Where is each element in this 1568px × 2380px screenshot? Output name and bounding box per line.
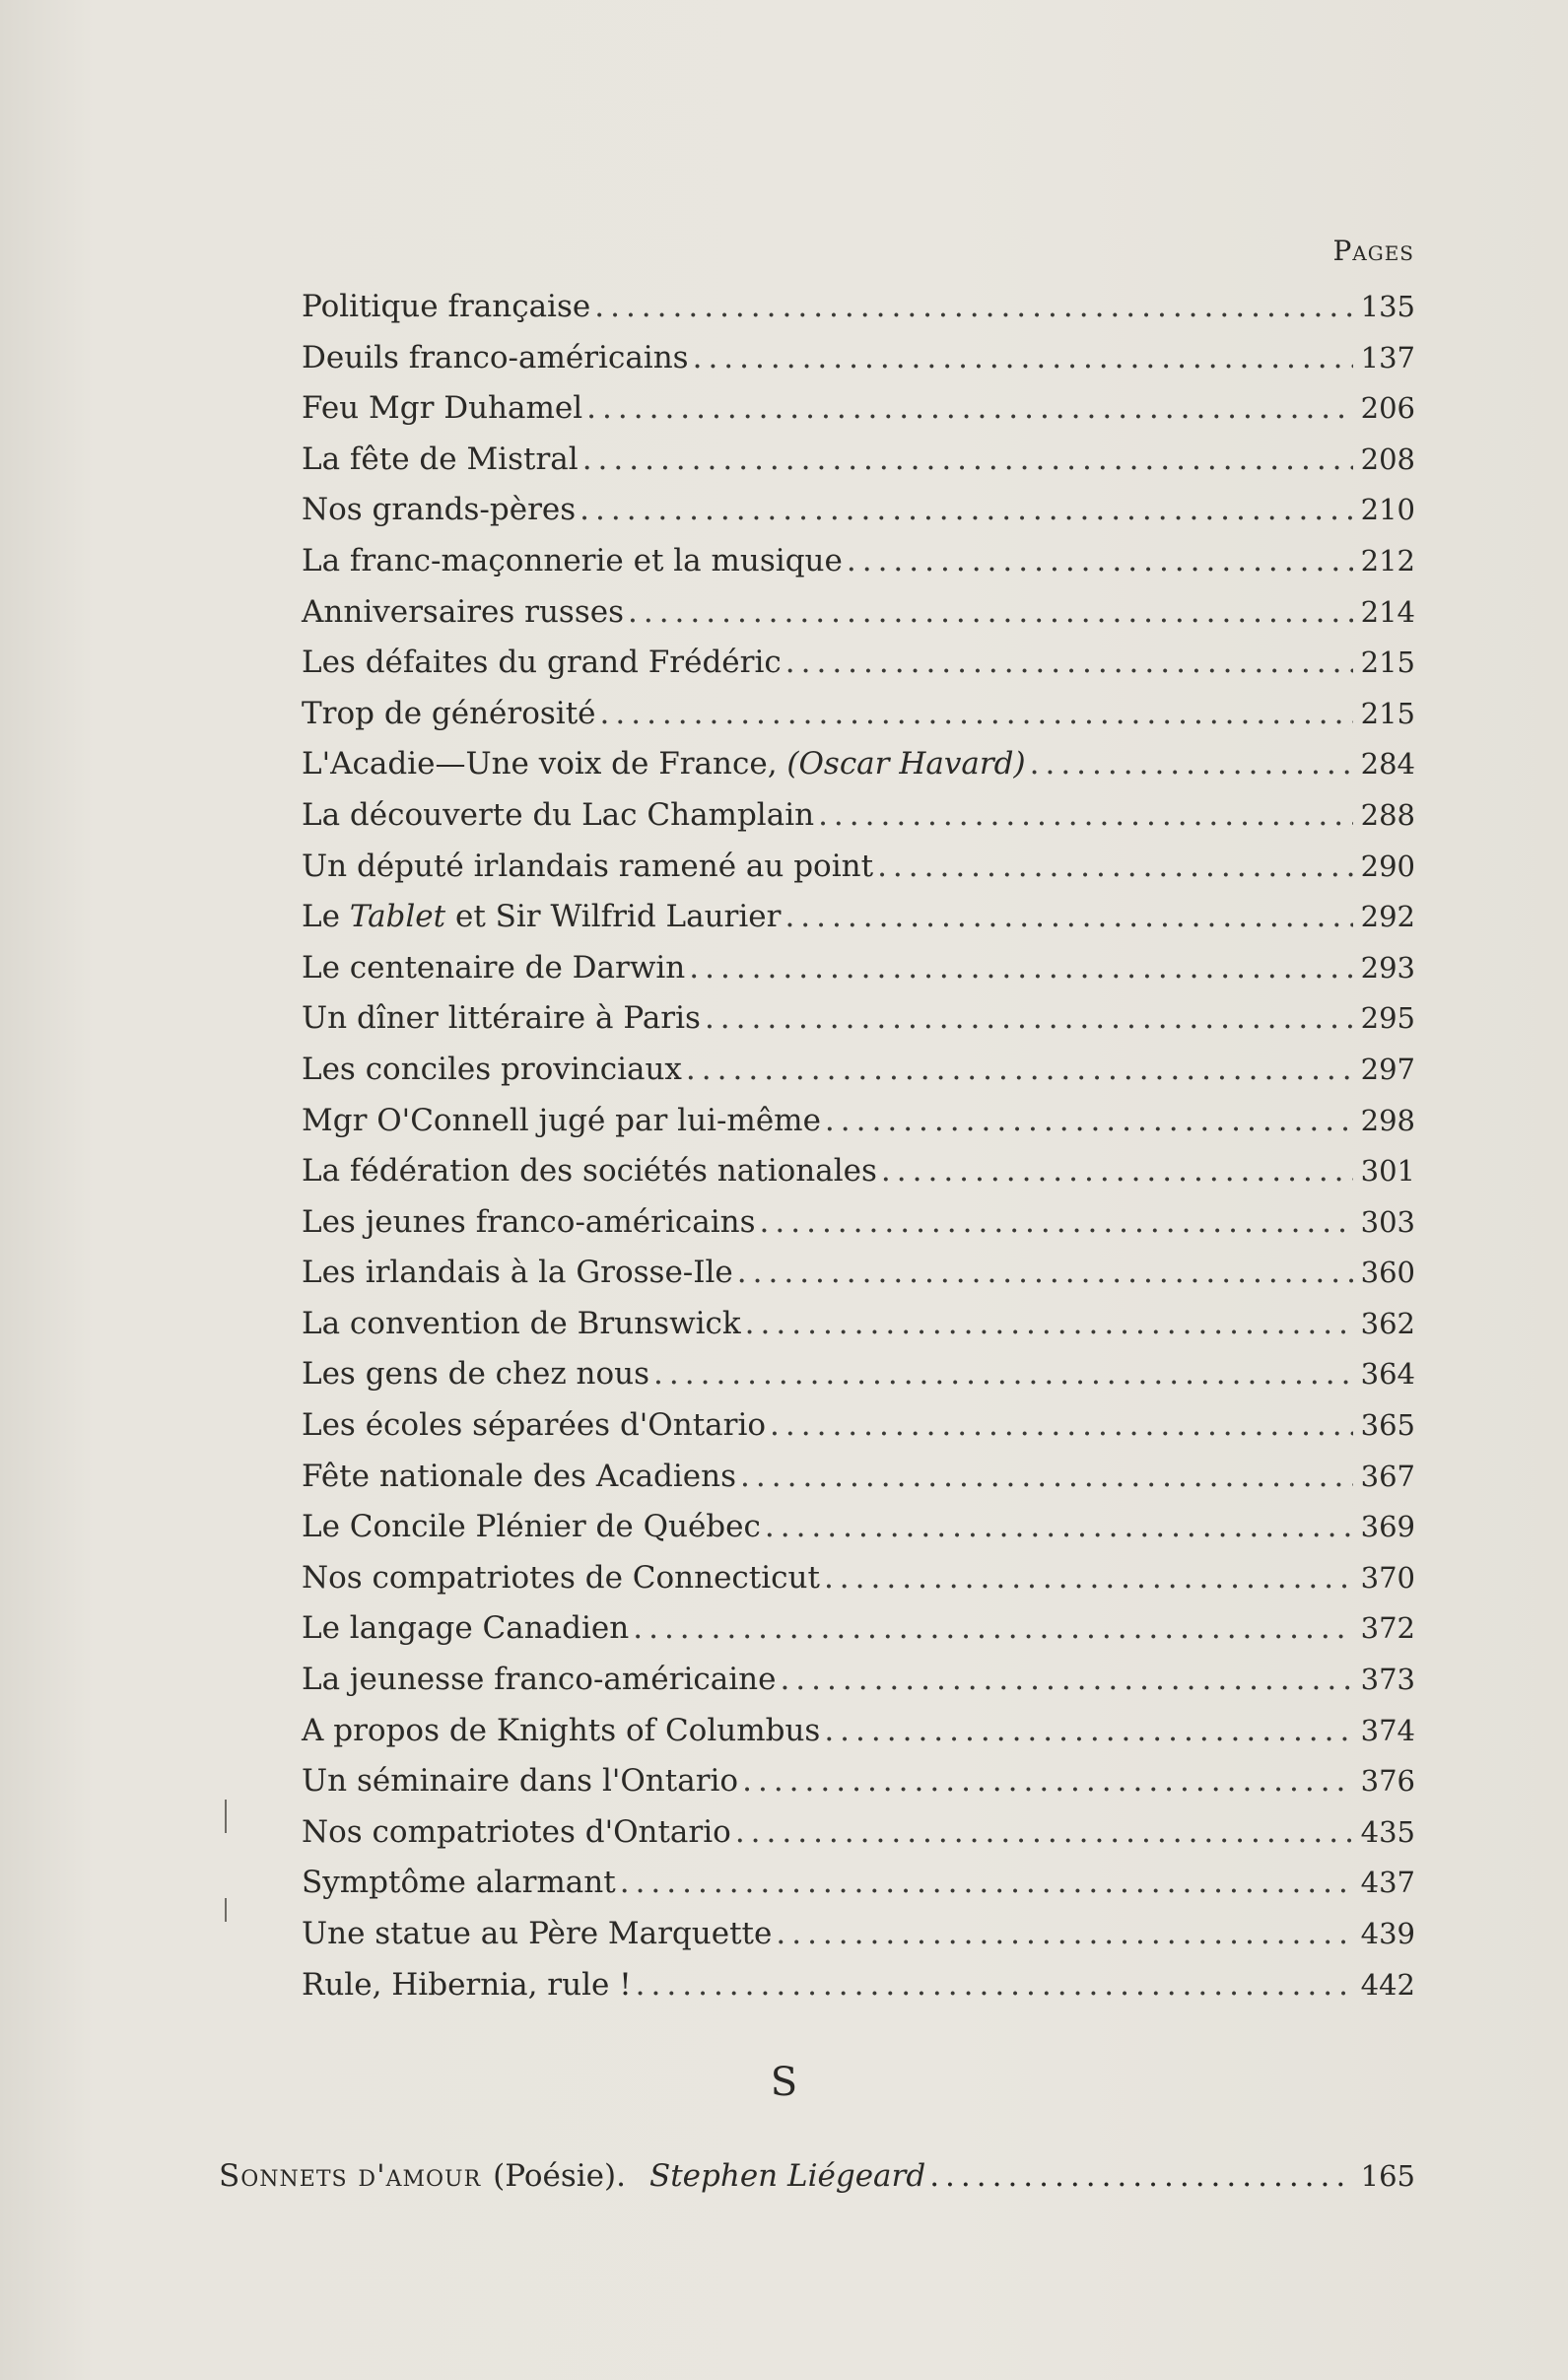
toc-entry-title — [302, 1610, 629, 1646]
toc-entry — [302, 1204, 1415, 1256]
toc-entry-title — [302, 849, 873, 884]
toc-entry-title — [302, 390, 582, 426]
dot-leader — [633, 1610, 1352, 1646]
dot-leader — [693, 340, 1353, 375]
toc-entry-title — [302, 1052, 682, 1087]
toc-entry-title-text: Mgr O'Connell jugé par lui-même — [302, 1102, 821, 1138]
toc-entry-page: 365 — [1360, 1408, 1415, 1443]
toc-entry-title — [302, 1153, 877, 1189]
toc-entry-page: 298 — [1360, 1103, 1415, 1137]
toc-entry — [302, 594, 1415, 646]
toc-entry — [302, 1407, 1415, 1459]
toc-entry-title-text: Les défaites du grand Frédéric — [302, 645, 782, 681]
toc-entry-title-text: L'Acadie—Une voix de France, — [302, 746, 778, 782]
toc-entry-page: 372 — [1360, 1611, 1415, 1646]
toc-entry-title-text: Nos compatriotes de Connecticut — [302, 1559, 820, 1596]
toc-entry-title-text: Nos compatriotes d'Ontario — [302, 1813, 731, 1850]
toc-entry-title — [302, 1560, 820, 1596]
toc-entry — [302, 1662, 1415, 1713]
toc-entry-title — [302, 1662, 776, 1697]
toc-entry-title-text: Politique française — [302, 289, 591, 324]
toc-entry-title — [302, 696, 596, 731]
toc-entry — [302, 1610, 1415, 1662]
section-letter: S — [770, 2060, 798, 2105]
toc-entry — [302, 849, 1415, 900]
toc-entry-title-text: Les conciles provinciaux — [302, 1051, 682, 1087]
toc-entry — [302, 1000, 1415, 1052]
toc-entry — [302, 1153, 1415, 1204]
toc-entry-title-text: La jeunesse franco-américaine — [302, 1662, 777, 1698]
toc-entry-title — [302, 1306, 741, 1341]
toc-entry-title — [302, 594, 624, 630]
toc-entry-title-text: Nos grands-pères — [302, 492, 577, 528]
toc-entry — [302, 1509, 1415, 1560]
dot-leader — [824, 1713, 1352, 1748]
toc-entry-title-italic: (Oscar Havard) — [786, 746, 1026, 782]
toc-entry — [302, 1103, 1415, 1154]
toc-entry — [302, 1459, 1415, 1510]
toc-entry-title — [302, 1814, 731, 1850]
dot-leader — [1030, 746, 1353, 782]
toc-entry-title-text: Le — [302, 899, 340, 935]
dot-leader — [636, 1967, 1353, 2003]
toc-entry-page: 369 — [1360, 1510, 1415, 1544]
toc-entry-title — [302, 899, 781, 934]
final-entry-genre: (Poésie). — [493, 2158, 626, 2194]
dot-leader — [780, 1662, 1352, 1697]
dot-leader — [770, 1407, 1353, 1443]
toc-entry — [302, 1814, 1415, 1866]
toc-entry-title — [302, 492, 576, 527]
toc-entry — [302, 1052, 1415, 1103]
toc-entry-page: 135 — [1360, 290, 1415, 323]
dot-leader — [686, 1052, 1353, 1087]
toc-entry-title — [302, 1509, 761, 1544]
final-entry-page: 165 — [1360, 2159, 1415, 2193]
toc-entry-title-text: Le centenaire de Darwin — [302, 949, 686, 986]
toc-entry-title-text: Rule, Hibernia, rule ! — [302, 1966, 632, 2003]
toc-entry-page: 376 — [1360, 1764, 1415, 1799]
toc-entry — [302, 797, 1415, 849]
toc-entry-page: 293 — [1360, 950, 1415, 985]
dot-leader — [784, 899, 1352, 934]
toc-entry — [302, 746, 1415, 797]
toc-entry-title-italic: Tablet — [349, 899, 446, 935]
toc-entry-title — [302, 1255, 733, 1290]
toc-entry-title-text: La convention de Brunswick — [302, 1305, 741, 1341]
toc-entry-title-text: La découverte du Lac Champlain — [302, 796, 815, 833]
table-of-contents — [302, 289, 1415, 2017]
toc-entry-title — [302, 1763, 738, 1799]
dot-leader — [825, 1103, 1353, 1138]
toc-entry-page: 215 — [1360, 696, 1415, 730]
toc-entry — [302, 340, 1415, 391]
toc-entry-title — [302, 1356, 649, 1392]
toc-entry-title — [302, 1967, 632, 2003]
toc-entry-page: 295 — [1360, 1001, 1415, 1036]
toc-entry-title — [302, 1000, 701, 1036]
dot-leader — [735, 1814, 1353, 1850]
toc-entry — [302, 899, 1415, 950]
toc-entry-title — [302, 340, 689, 375]
toc-entry-title — [302, 289, 590, 324]
final-entry — [219, 2158, 1415, 2194]
toc-entry-title-text: Fête nationale des Acadiens — [302, 1458, 737, 1494]
margin-mark — [225, 1898, 227, 1922]
toc-entry-page: 360 — [1360, 1256, 1415, 1290]
toc-entry-title-text: La franc-maçonnerie et la musique — [302, 542, 843, 578]
toc-entry-title — [302, 1407, 766, 1443]
dot-leader — [765, 1509, 1353, 1544]
toc-entry-title-text: Le langage Canadien — [302, 1610, 630, 1647]
toc-entry-page: 435 — [1360, 1814, 1415, 1849]
toc-entry — [302, 645, 1415, 696]
toc-entry-title — [302, 950, 685, 986]
dot-leader — [785, 645, 1353, 680]
toc-entry-title — [302, 543, 843, 578]
toc-entry-title — [302, 1103, 821, 1138]
final-entry-title: Sonnets d'amour — [219, 2158, 482, 2194]
toc-entry — [302, 442, 1415, 493]
toc-entry-page: 214 — [1360, 594, 1415, 629]
toc-entry-page: 364 — [1360, 1357, 1415, 1392]
toc-entry-page: 362 — [1360, 1306, 1415, 1340]
toc-entry-title — [302, 746, 1026, 782]
toc-entry-page: 137 — [1360, 340, 1415, 374]
toc-entry-page: 206 — [1360, 391, 1415, 426]
toc-entry-page: 301 — [1360, 1154, 1415, 1189]
toc-entry-title-text: La fédération des sociétés nationales — [302, 1153, 877, 1190]
toc-entry-title-text: Trop de générosité — [302, 695, 596, 731]
toc-entry-title-text: Les irlandais à la Grosse-Ile — [302, 1255, 733, 1291]
toc-entry-title-text: Feu Mgr Duhamel — [302, 390, 583, 427]
toc-entry-title-text: Deuils franco-américains — [302, 339, 689, 375]
toc-entry — [302, 390, 1415, 442]
toc-entry-title-text: Un séminaire dans l'Ontario — [302, 1763, 739, 1800]
toc-entry-title-text: Les jeunes franco-américains — [302, 1203, 756, 1240]
toc-entry-page: 297 — [1360, 1052, 1415, 1086]
toc-entry-title — [302, 1865, 616, 1900]
final-entry-author: Stephen Liégeard — [648, 2158, 926, 2194]
dot-leader — [847, 543, 1353, 578]
toc-entry — [302, 289, 1415, 340]
toc-entry — [302, 950, 1415, 1001]
toc-entry — [302, 543, 1415, 594]
dot-leader — [745, 1306, 1353, 1341]
toc-entry-page: 370 — [1360, 1560, 1415, 1595]
toc-entry — [302, 1356, 1415, 1407]
pages-column-header: Pages — [1332, 235, 1414, 267]
toc-entry — [302, 1763, 1415, 1814]
toc-entry — [302, 1967, 1415, 2018]
dot-leader — [620, 1865, 1353, 1900]
toc-entry-title-text: Symptôme alarmant — [302, 1865, 616, 1901]
toc-entry — [302, 492, 1415, 543]
toc-entry-title-text: Un député irlandais ramené au point — [302, 848, 874, 884]
toc-entry — [302, 1306, 1415, 1357]
toc-entry-title — [302, 645, 782, 680]
toc-entry — [302, 1713, 1415, 1764]
toc-entry-title-text: Les gens de chez nous — [302, 1356, 650, 1393]
toc-entry-title — [302, 1713, 820, 1748]
toc-entry-page: 284 — [1360, 747, 1415, 782]
toc-entry-title-text: La fête de Mistral — [302, 441, 579, 477]
dot-leader — [881, 1153, 1353, 1189]
dot-leader — [600, 696, 1353, 731]
toc-entry — [302, 1865, 1415, 1916]
toc-entry-page: 439 — [1360, 1917, 1415, 1950]
dot-leader — [705, 1000, 1353, 1036]
toc-entry — [302, 696, 1415, 747]
toc-entry — [302, 1255, 1415, 1306]
toc-entry-title — [302, 442, 579, 477]
toc-entry-page: 303 — [1360, 1204, 1415, 1239]
dot-leader — [818, 797, 1353, 833]
dot-leader — [582, 442, 1353, 477]
toc-entry-title — [302, 1459, 736, 1494]
dot-leader — [929, 2158, 1352, 2194]
toc-entry-page: 292 — [1360, 900, 1415, 934]
toc-entry-page: 288 — [1360, 797, 1415, 832]
dot-leader — [877, 849, 1353, 884]
toc-entry-title-after: et Sir Wilfrid Laurier — [454, 899, 782, 935]
toc-entry-page: 373 — [1360, 1663, 1415, 1697]
dot-leader — [689, 950, 1352, 986]
toc-entry-title-text: A propos de Knights of Columbus — [302, 1712, 821, 1748]
margin-mark — [225, 1800, 227, 1833]
toc-entry-title — [302, 1916, 772, 1951]
toc-entry-title — [302, 1204, 756, 1240]
toc-entry-page: 367 — [1360, 1459, 1415, 1493]
dot-leader — [740, 1459, 1353, 1494]
toc-entry-page: 290 — [1360, 849, 1415, 883]
toc-entry-page: 208 — [1360, 442, 1415, 476]
toc-entry-title — [302, 797, 814, 833]
toc-entry-title-text: Une statue au Père Marquette — [302, 1916, 773, 1951]
dot-leader — [760, 1204, 1353, 1240]
toc-entry-title-text: Les écoles séparées d'Ontario — [302, 1407, 767, 1444]
dot-leader — [628, 594, 1353, 630]
toc-entry-page: 374 — [1360, 1713, 1415, 1747]
dot-leader — [586, 390, 1352, 426]
toc-entry-title-text: Un dîner littéraire à Paris — [302, 1000, 701, 1037]
dot-leader — [579, 492, 1352, 527]
dot-leader — [742, 1763, 1353, 1799]
toc-entry-title-text: Anniversaires russes — [302, 593, 624, 630]
toc-entry — [302, 1560, 1415, 1611]
dot-leader — [594, 289, 1352, 324]
dot-leader — [737, 1255, 1353, 1290]
toc-entry-page: 437 — [1360, 1866, 1415, 1900]
toc-entry-page: 215 — [1360, 646, 1415, 680]
toc-entry — [302, 1916, 1415, 1967]
toc-entry-page: 442 — [1360, 1967, 1415, 2002]
dot-leader — [824, 1560, 1353, 1596]
dot-leader — [776, 1916, 1352, 1951]
dot-leader — [653, 1356, 1353, 1392]
toc-entry-page: 212 — [1360, 543, 1415, 578]
toc-entry-title-text: Le Concile Plénier de Québec — [302, 1509, 761, 1545]
toc-entry-page: 210 — [1360, 493, 1415, 527]
